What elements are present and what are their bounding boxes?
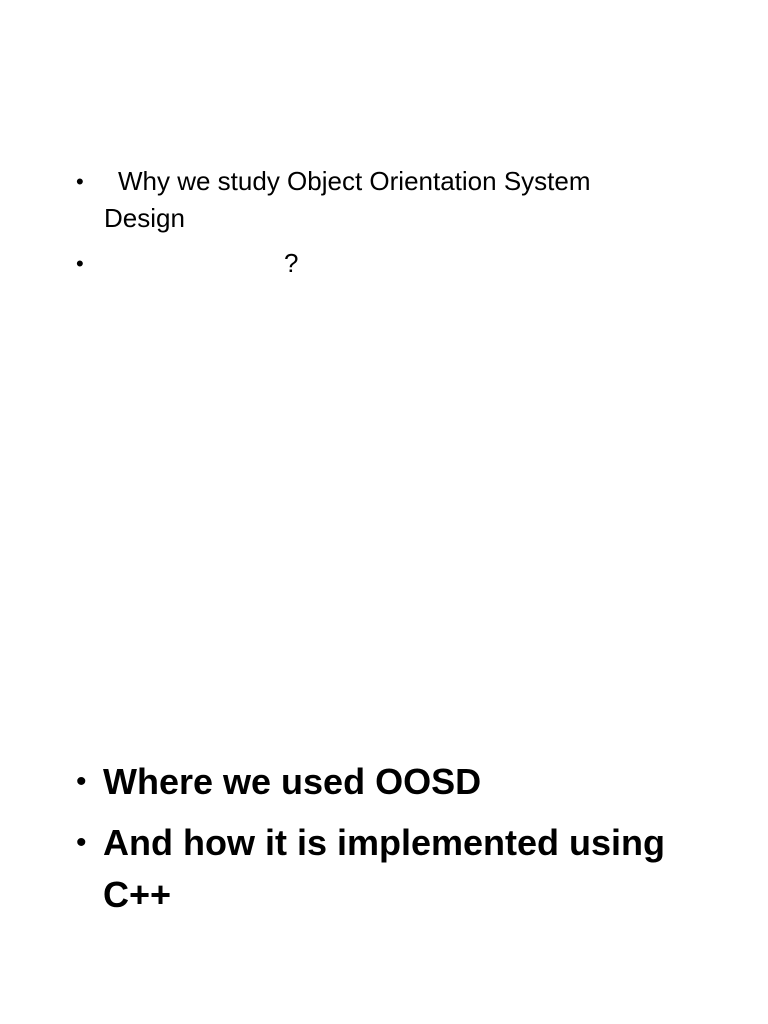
bullet-text: Why we study Object Orientation System Design bbox=[104, 166, 591, 233]
list-item bbox=[0, 245, 664, 282]
list-item bbox=[0, 163, 664, 237]
bullet-icon: • bbox=[76, 251, 84, 276]
bullet-text: And how it is implemented using C++ bbox=[103, 822, 666, 915]
main-bullet-list bbox=[0, 756, 768, 921]
bullet-text: Where we used OOSD bbox=[103, 761, 482, 802]
bullet-icon: • bbox=[76, 765, 87, 798]
intro-bullet-list bbox=[0, 163, 768, 282]
bullet-icon: • bbox=[76, 169, 84, 194]
bullet-text: ? bbox=[284, 248, 299, 278]
bullet-icon: • bbox=[76, 826, 87, 859]
list-item bbox=[0, 817, 723, 921]
list-item bbox=[0, 756, 723, 808]
